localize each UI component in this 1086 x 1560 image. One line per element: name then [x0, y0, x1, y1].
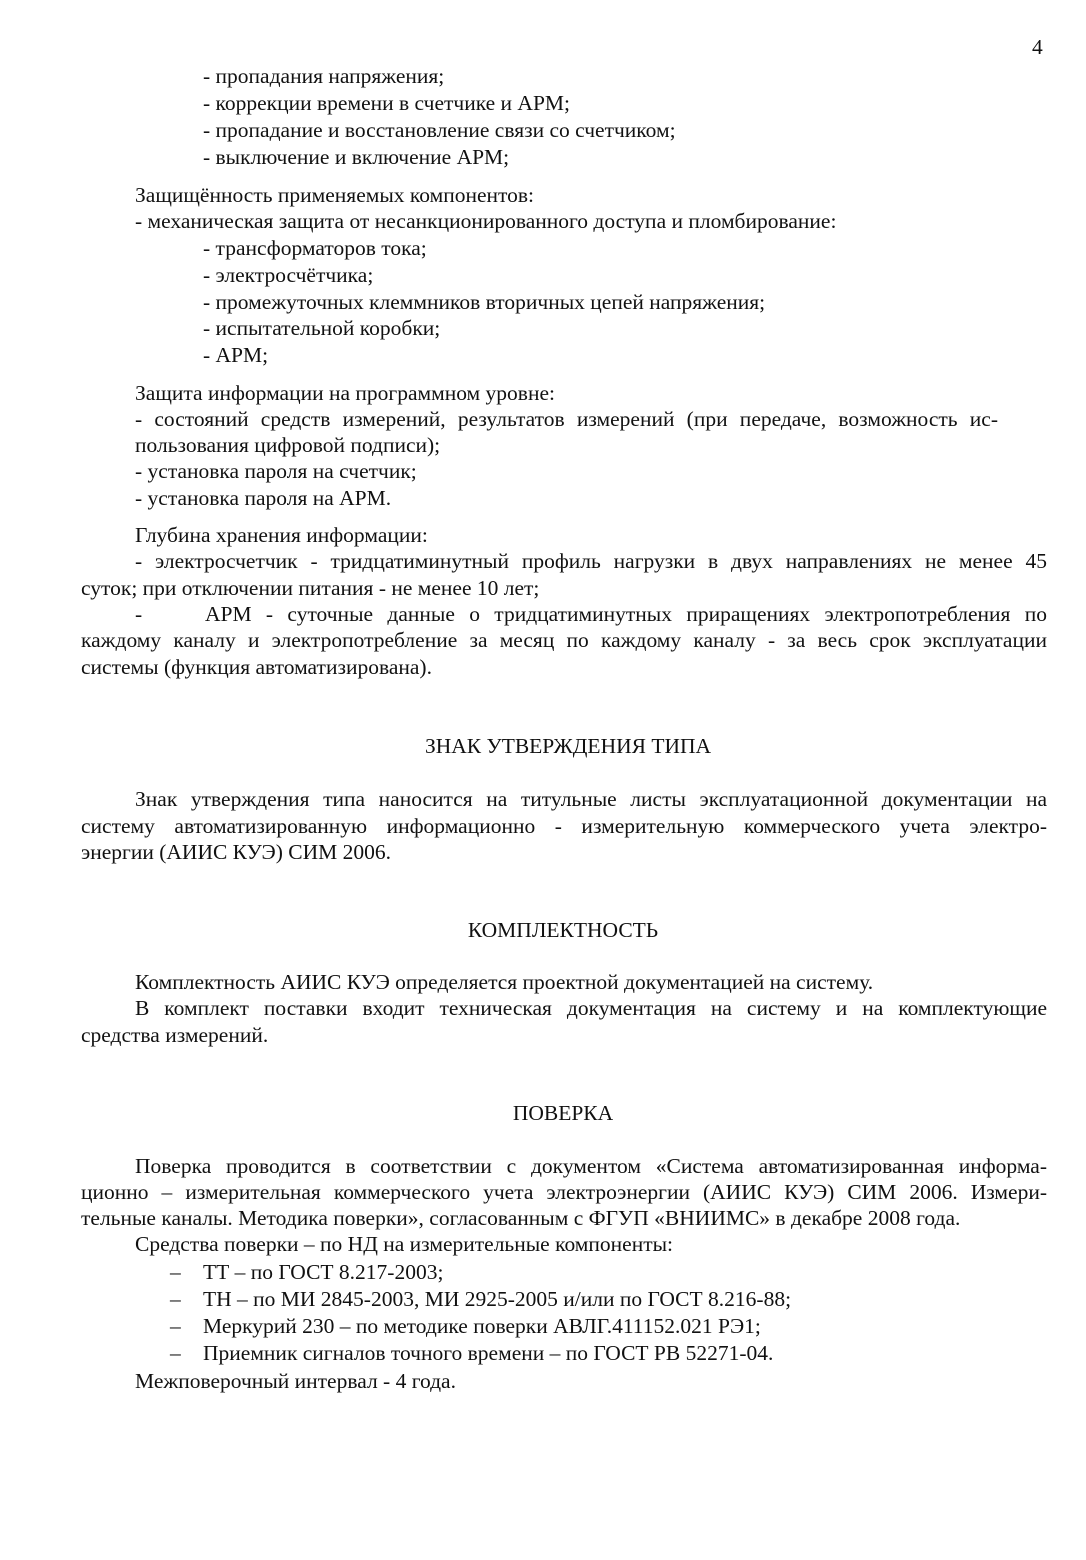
completeness-line: Комплектность АИИС КУЭ определяется проектной документацией на систему.	[135, 970, 874, 994]
completeness-line: средства измерений.	[81, 1023, 269, 1047]
storage-line: суток; при отключении питания - не менее 10 лет;	[81, 576, 540, 600]
list-dash: –	[170, 1287, 181, 1311]
verification-line: ционно – измерительная коммерческого учета электроэнергии (АИИС КУЭ) СИМ 2006. Измери-	[81, 1180, 1047, 1204]
protection-item: - электросчётчика;	[203, 263, 374, 287]
verification-item-text: ТН – по МИ 2845-2003, МИ 2925-2005 и/или по ГОСТ 8.216-88;	[203, 1287, 792, 1311]
storage-dash: -	[135, 602, 143, 626]
list-dash: –	[170, 1260, 181, 1284]
verification-interval: Межповерочный интервал - 4 года.	[135, 1369, 456, 1393]
verification-item-text: ТТ – по ГОСТ 8.217-2003;	[203, 1260, 444, 1284]
protection-heading: Защищённость применяемых компонентов:	[135, 183, 535, 207]
protection-item: - трансформаторов тока;	[203, 236, 427, 260]
completeness-line: В комплект поставки входит техническая документация на систему и на комплектующие	[135, 996, 1047, 1020]
section-heading: ПОВЕРКА	[512, 1101, 614, 1125]
storage-line: АРМ - суточные данные о тридцатиминутных приращениях электропотребления по	[205, 602, 1047, 626]
storage-line: каждому каналу и электропотребление за месяц по каждому каналу - за весь срок эксплуатации	[81, 628, 1047, 652]
list-dash: –	[170, 1341, 181, 1365]
events-item: - пропадание и восстановление связи со счетчиком;	[203, 118, 676, 142]
software-heading: Защита информации на программном уровне:	[135, 381, 555, 405]
approval-line: энергии (АИИС КУЭ) СИМ 2006.	[81, 840, 391, 864]
protection-item: - промежуточных клеммников вторичных цепей напряжения;	[203, 290, 766, 314]
protection-mechanical: - механическая защита от несанкционированного доступа и пломбирование:	[135, 209, 837, 233]
software-line: пользования цифровой подписи);	[135, 433, 441, 457]
verification-line: тельные каналы. Методика поверки», согласованным с ФГУП «ВНИИМС» в декабре 2008 года.	[81, 1206, 961, 1230]
storage-heading: Глубина хранения информации:	[135, 523, 428, 547]
verification-line: Средства поверки – по НД на измерительные компоненты:	[135, 1232, 674, 1256]
verification-line: Поверка проводится в соответствии с документом «Система автоматизированная информа-	[135, 1154, 1047, 1178]
section-heading: КОМПЛЕКТНОСТЬ	[467, 918, 659, 942]
verification-item-text: Приемник сигналов точного времени – по ГОСТ РВ 52271-04.	[203, 1341, 774, 1365]
software-line: - состояний средств измерений, результатов измерений (при передаче, возможность ис-	[135, 407, 998, 431]
protection-item: - АРМ;	[203, 343, 269, 367]
storage-line: - электросчетчик - тридцатиминутный профиль нагрузки в двух направлениях не менее 45	[135, 549, 1047, 573]
software-line: - установка пароля на счетчик;	[135, 459, 417, 483]
section-heading: ЗНАК УТВЕРЖДЕНИЯ ТИПА	[424, 734, 712, 758]
list-dash: –	[170, 1314, 181, 1338]
events-item: - выключение и включение АРМ;	[203, 145, 510, 169]
events-item: - коррекции времени в счетчике и АРМ;	[203, 91, 570, 115]
software-line: - установка пароля на АРМ.	[135, 486, 392, 510]
storage-line: системы (функция автоматизирована).	[81, 655, 432, 679]
verification-item-text: Меркурий 230 – по методике поверки АВЛГ.411152.021 РЭ1;	[203, 1314, 761, 1338]
protection-item: - испытательной коробки;	[203, 316, 441, 340]
approval-line: Знак утверждения типа наносится на титульные листы эксплуатационной документации на	[135, 787, 1047, 811]
page-number: 4	[1032, 35, 1043, 59]
events-item: - пропадания напряжения;	[203, 64, 445, 88]
approval-line: систему автоматизированную информационно - измерительную коммерческого учета электро-	[81, 814, 1047, 838]
